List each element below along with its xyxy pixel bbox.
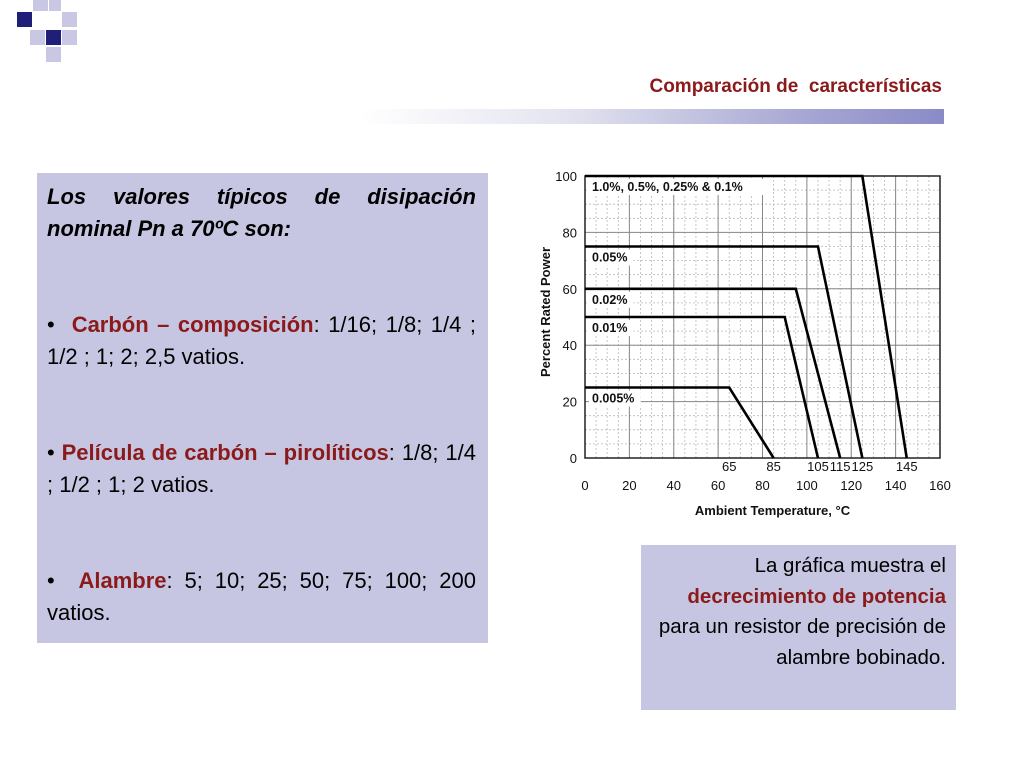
deco-square [33,0,48,11]
series-label: 0.005% [592,391,635,406]
deco-square [62,30,77,45]
x-tick-label: 80 [755,478,770,493]
deco-square [17,12,32,27]
deco-square [49,0,61,11]
y-tick-label: 100 [555,169,577,184]
chart-caption-box [641,545,956,710]
title-underline-bar [360,109,944,124]
curve-endpoint-label: 105 [807,459,829,474]
list-item-carbon-film [47,437,476,501]
series-label: 0.05% [592,250,628,265]
deco-square [30,30,45,45]
x-axis-title: Ambient Temperature, °C [694,503,851,518]
caption-post: para un resistor de precisión de alambre bobinado. [658,615,946,669]
deco-square [46,47,61,62]
item-values: : 1/16; 1/8; 1/4 ; 1/2 ; 1; 2; 2,5 vatios. [47,312,476,369]
bullet: • [47,312,55,337]
curve-endpoint-label: 65 [721,459,737,474]
y-tick-label: 0 [569,451,577,466]
x-tick-label: 40 [666,478,681,493]
item-values: : 1/8; 1/4 ; 1/2 ; 1; 2 vatios. [47,440,477,497]
list-item-carbon-composition [47,309,476,373]
x-tick-label: 60 [710,478,726,493]
bullet: • [47,440,55,465]
curve-endpoint-label: 145 [895,459,918,474]
y-tick-label: 60 [562,281,577,297]
y-tick-label: 20 [562,394,577,410]
x-tick-label: 140 [884,478,907,493]
caption-pre: La gráfica muestra el [754,554,946,577]
caption-highlight: decrecimiento de potencia [687,584,946,608]
item-name: Carbón – composición [71,312,314,337]
x-tick-label: 100 [796,478,818,493]
list-item-wire [47,565,476,629]
deco-square [46,30,61,45]
item-values: : 5; 10; 25; 50; 75; 100; 200 vatios. [47,568,476,625]
deco-square [62,12,77,27]
derating-chart [535,160,967,525]
series-label: 0.02% [592,292,628,307]
series-label: 0.01% [592,321,628,335]
curve-endpoint-label: 115 [829,459,851,474]
item-name: Película de carbón – pirolíticos [61,440,389,465]
caption-text [651,551,946,673]
y-axis-title: Percent Rated Power [538,246,553,378]
resistor-power-box [37,173,488,643]
series-line [585,247,862,459]
curve-endpoint-label: 85 [766,459,781,474]
x-tick-label: 120 [840,478,863,493]
intro-text: Los valores típicos de disipación nominal Pn a 70ºC son: [47,184,476,241]
x-tick-label: 20 [622,478,637,493]
y-tick-label: 40 [562,338,577,354]
series-label: 1.0%, 0.5%, 0.25% & 0.1% [592,180,743,194]
item-name: Alambre [78,568,167,593]
slide-title: Comparación de características [649,76,942,97]
x-tick-label: 160 [929,478,951,493]
curve-endpoint-label: 125 [851,459,874,474]
x-tick-label: 0 [581,478,589,493]
bullet: • [47,568,55,593]
y-tick-label: 80 [562,225,577,241]
